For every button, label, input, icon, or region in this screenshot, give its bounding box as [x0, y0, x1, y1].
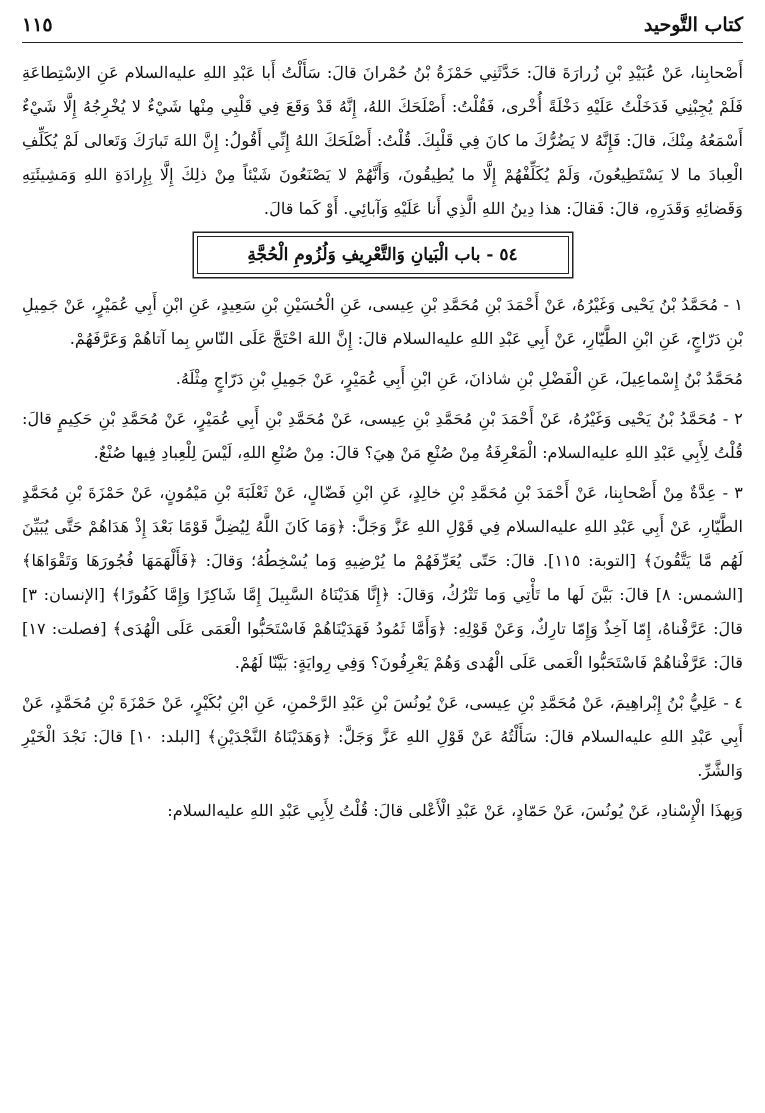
continuation-paragraph: أَصْحابِنا، عَنْ عُبَيْدِ بْنِ زُرارَةَ قالَ: حَدَّثَنِي حَمْزَةُ بْنُ حُمْرانَ قالَ: سَأَلْتُ أَبا عَبْدِ اللهِ عليه‌السلام عَنِ الاِسْتِطاعَةِ فَلَمْ يُجِبْنِي فَدَخَلْتُ عَلَيْهِ دَخْلَةً أُخْرى، فَقُلْتُ: أَصْلَحَكَ اللهُ، إِنَّهُ قَدْ وَقَعَ فِي قَلْبِي مِنْها شَيْءٌ لا يُخْرِجُهُ إِلَّا شَيْءٌ أَسْمَعُهُ مِنْكَ، قالَ: فَإِنَّهُ لا يَضُرُّكَ ما كانَ فِي قَلْبِكَ. قُلْتُ: أَصْلَحَكَ اللهُ إِنِّي أَقُولُ: إِنَّ اللهَ تَبارَكَ وَتَعالى لَمْ يُكَلِّفِ الْعِبادَ ما لا يَسْتَطِيعُونَ، وَلَمْ يُكَلِّفْهُمْ إِلَّا ما يُطِيقُونَ، وَأَنَّهُمْ لا يَصْنَعُونَ شَيْئاً مِنْ ذلِكَ إِلَّا بِإِرادَةِ اللهِ وَمَشِيئَتِهِ وَقَضائِهِ وَقَدَرِهِ، قالَ: فَقالَ: هذا دِينُ اللهِ الَّذِي أَنا عَلَيْهِ وَآبائِي. أَوْ كَما قالَ. — [22, 63, 743, 218]
hadith-4: ٤ - عَلِيُّ بْنُ إِبْراهِيمَ، عَنْ مُحَمَّدِ بْنِ عِيسى، عَنْ يُونُسَ بْنِ عَبْدِ الرَّحْمنِ، عَنِ ابْنِ بُكَيْرٍ، عَنْ حَمْزَةَ بْنِ مُحَمَّدٍ، عَنْ أَبِي عَبْدِ اللهِ عليه‌السلام قالَ: سَأَلْتُهُ عَنْ قَوْلِ اللهِ عَزَّ وَجَلَّ: ﴿وَهَدَيْنَاهُ النَّجْدَيْنِ﴾ [البلد: ١٠] قالَ: نَجْدَ الْخَيْرِ وَالشَّرِّ. — [22, 693, 743, 780]
hadith-5-start: وَبِهذَا الْإِسْنادِ، عَنْ يُونُسَ، عَنْ حَمّادٍ، عَنْ عَبْدِ الْأَعْلى قالَ: قُلْتُ لِأَبِي عَبْدِ اللهِ عليه‌السلام: — [167, 801, 743, 820]
page-header — [22, 8, 743, 43]
page-body — [22, 56, 743, 834]
hadith-1-alt-chain: مُحَمَّدُ بْنُ إِسْماعِيلَ، عَنِ الْفَضْلِ بْنِ شاذانَ، عَنِ ابْنِ أَبِي عُمَيْرٍ، عَنْ جَمِيلِ بْنِ دَرّاجٍ مِثْلَهُ. — [175, 369, 743, 388]
hadith-2: ٢ - مُحَمَّدُ بْنُ يَحْيى وَغَيْرُهُ، عَنْ أَحْمَدَ بْنِ مُحَمَّدِ بْنِ عِيسى، عَنْ مُحَمَّدِ بْنِ أَبِي عُمَيْرٍ، عَنْ مُحَمَّدِ بْنِ حَكِيمٍ قالَ: قُلْتُ لِأَبِي عَبْدِ اللهِ عليه‌السلام: الْمَعْرِفَةُ مِنْ صُنْعِ مَنْ هِيَ؟ قالَ: مِنْ صُنْعِ اللهِ، لَيْسَ لِلْعِبادِ فِيها صُنْعٌ. — [22, 409, 743, 462]
hadith-1: ١ - مُحَمَّدُ بْنُ يَحْيى وَغَيْرُهُ، عَنْ أَحْمَدَ بْنِ مُحَمَّدِ بْنِ عِيسى، عَنِ الْحُسَيْنِ بْنِ سَعِيدٍ، عَنِ ابْنِ أَبِي عُمَيْرٍ، عَنْ جَمِيلِ بْنِ دَرّاجٍ، عَنِ ابْنِ الطَّيّارِ، عَنْ أَبِي عَبْدِ اللهِ عليه‌السلام قالَ: إِنَّ اللهَ احْتَجَّ عَلَى النّاسِ بِما آتاهُمْ وَعَرَّفَهُمْ. — [22, 295, 743, 348]
page-number: ١١٥ — [22, 14, 53, 36]
hadith-3: ٣ - عِدَّةٌ مِنْ أَصْحابِنا، عَنْ أَحْمَدَ بْنِ مُحَمَّدِ بْنِ خالِدٍ، عَنِ ابْنِ فَضّالٍ، عَنْ ثَعْلَبَةَ بْنِ مَيْمُونٍ، عَنْ حَمْزَةَ بْنِ مُحَمَّدٍ الطَّيّارِ، عَنْ أَبِي عَبْدِ اللهِ عليه‌السلام فِي قَوْلِ اللهِ عَزَّ وَجَلَّ: ﴿وَمَا كَانَ اللَّهُ لِيُضِلَّ قَوْمًا بَعْدَ إِذْ هَدَاهُمْ حَتَّى يُبَيِّنَ لَهُم مَّا يَتَّقُونَ﴾ [التوبة: ١١٥]. قالَ: حَتّى يُعَرِّفَهُمْ ما يُرْضِيهِ وَما يُسْخِطُهُ؛ وَقالَ: ﴿فَأَلْهَمَهَا فُجُورَهَا وَتَقْوَاهَا﴾ [الشمس: ٨] قالَ: بَيَّنَ لَها ما تَأْتِي وَما تَتْرُكُ، وَقالَ: ﴿إِنَّا هَدَيْنَاهُ السَّبِيلَ إِمَّا شَاكِرًا وَإِمَّا كَفُورًا﴾ [الإنسان: ٣] قالَ: عَرَّفْناهُ، إِمّا آخِذٌ وَإِمّا تارِكٌ، وَعَنْ قَوْلِهِ: ﴿وَأَمَّا ثَمُودُ فَهَدَيْنَاهُمْ فَاسْتَحَبُّوا الْعَمَى عَلَى الْهُدَى﴾ [فصلت: ١٧] قالَ: عَرَّفْناهُمْ فَاسْتَحَبُّوا الْعَمى عَلَى الْهُدى وَهُمْ يَعْرِفُونَ؟ وَفِي رِوايَةٍ: بَيَّنّا لَهُمْ. — [22, 483, 744, 672]
book-title: كتاب التَّوحيد — [643, 14, 743, 36]
chapter-heading: ٥٤ - باب الْبَيانِ وَالتَّعْرِيفِ وَلُزُومِ الْحُجَّةِ — [197, 236, 569, 274]
